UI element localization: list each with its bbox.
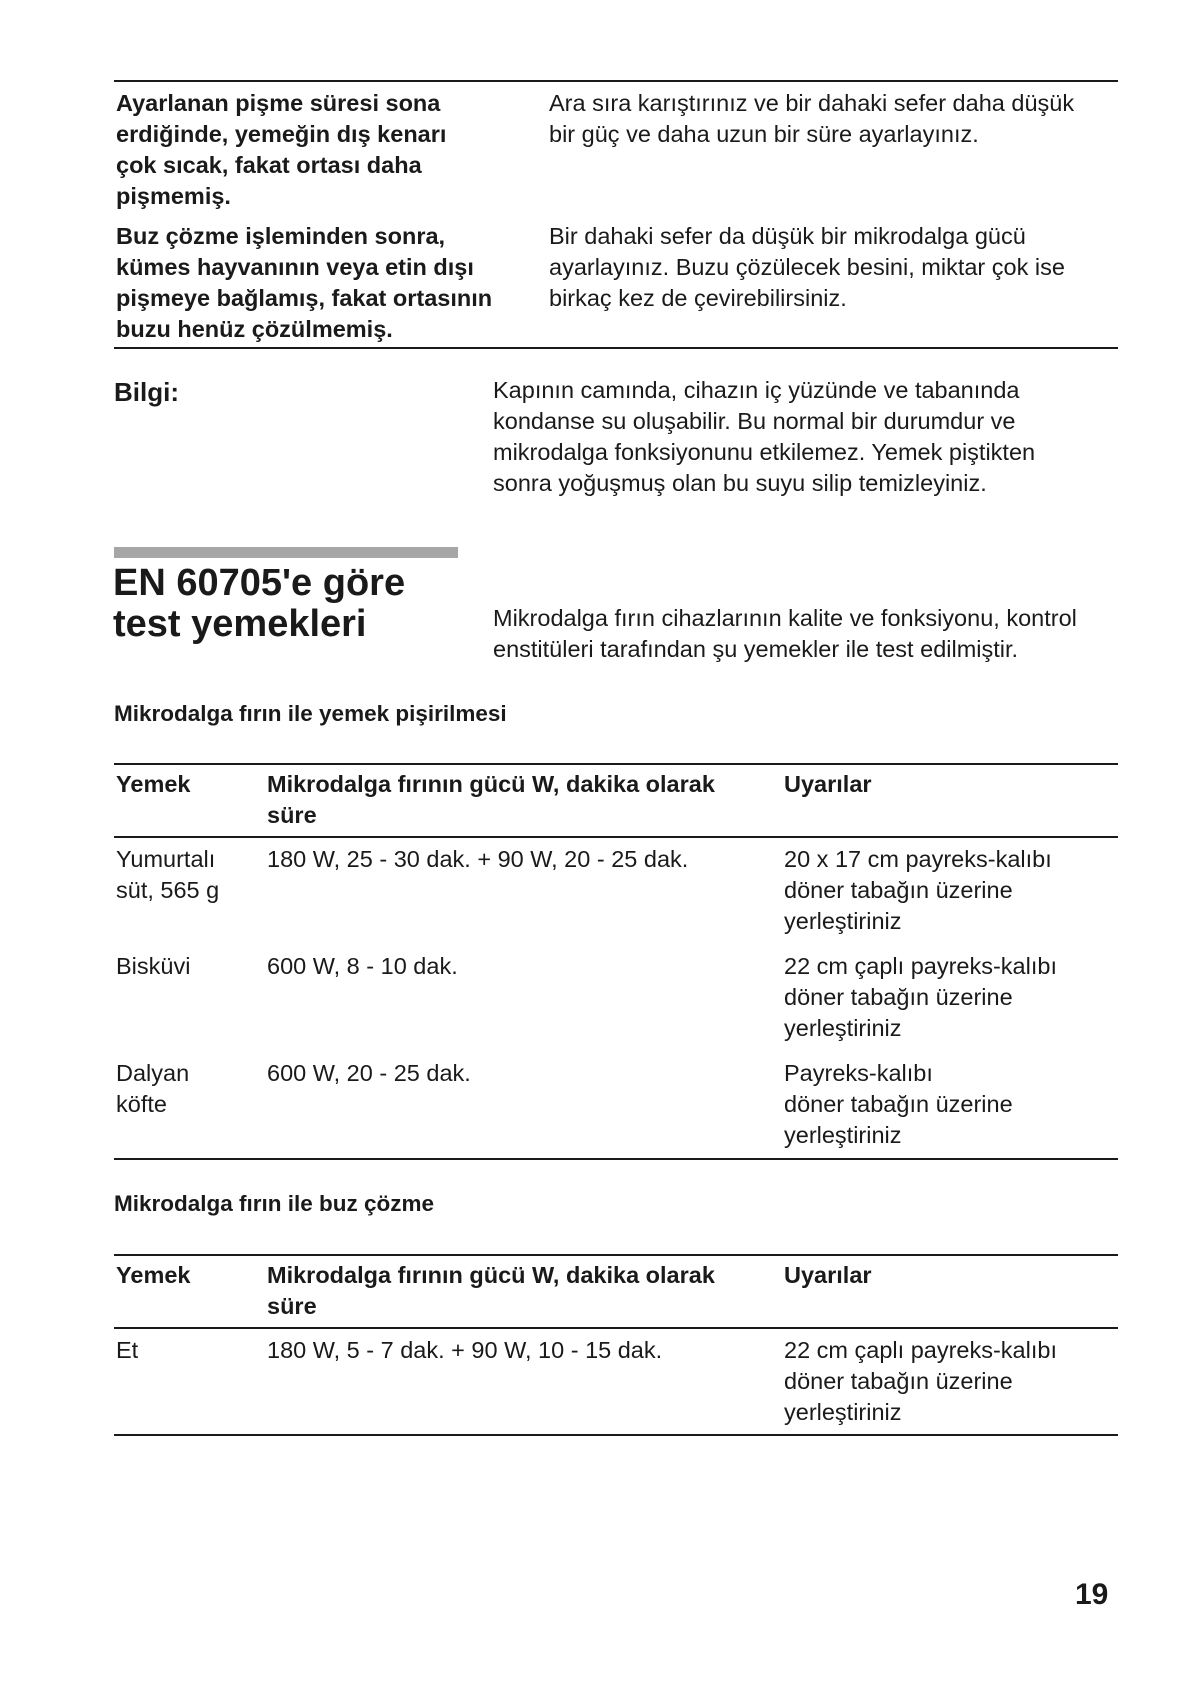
cooking-header-power: Mikrodalga fırının gücü W, dakika olarak süre — [267, 771, 715, 828]
table-row-cell: Payreks-kalıbı döner tabağın üzerine yerleştiriniz — [784, 1060, 1013, 1148]
cooking-header-food: Yemek — [116, 771, 191, 797]
table-row-cell: 600 W, 8 - 10 dak. — [267, 953, 458, 979]
cooking-heading: Mikrodalga fırın ile yemek pişirilmesi — [114, 701, 507, 726]
trouble-solution-1: Ara sıra karıştırınız ve bir dahaki sefer daha düşük bir güç ve daha uzun bir süre ayarlayınız. — [549, 90, 1075, 147]
trouble-solution-2: Bir dahaki sefer da düşük bir mikrodalga gücü ayarlayınız. Buzu çözülecek besini, miktar çok ise birkaç kez de çevirebilirsiniz. — [549, 223, 1065, 311]
page-number: 19 — [1075, 1578, 1109, 1611]
defrost-header-notes: Uyarılar — [784, 1262, 872, 1288]
table-row-cell: Yumurtalı süt, 565 g — [116, 846, 220, 903]
info-text: Kapının camında, cihazın iç yüzünde ve tabanında kondanse su oluşabilir. Bu normal bir durumdur ve mikrodalga fonksiyonunu etkilemez. Yemek piştikten sonra yoğuşmuş olan bu suyu silip temizleyiniz. — [493, 377, 1036, 496]
defrost-table-bottom-rule — [114, 1434, 1118, 1436]
table-row-cell: 20 x 17 cm payreks-kalıbı döner tabağın üzerine yerleştiriniz — [784, 846, 1052, 934]
cooking-header-notes: Uyarılar — [784, 771, 872, 797]
cooking-table-bottom-rule — [114, 1158, 1118, 1160]
defrost-header-rule — [114, 1327, 1118, 1329]
table-row-cell: Bisküvi — [116, 953, 191, 979]
defrost-header-power: Mikrodalga fırının gücü W, dakika olarak süre — [267, 1262, 715, 1319]
section-divider-bar — [114, 547, 458, 558]
trouble-problem-1: Ayarlanan pişme süresi sona erdiğinde, yemeğin dış kenarı çok sıcak, fakat ortası daha pişmemiş. — [116, 90, 447, 209]
trouble-table-top-rule — [114, 80, 1118, 82]
table-row-cell: 600 W, 20 - 25 dak. — [267, 1060, 471, 1086]
info-label: Bilgi: — [114, 377, 179, 407]
defrost-heading: Mikrodalga fırın ile buz çözme — [114, 1191, 435, 1216]
section-intro: Mikrodalga fırın cihazlarının kalite ve fonksiyonu, kontrol enstitüleri tarafından şu yemekler ile test edilmiştir. — [493, 605, 1077, 662]
cooking-header-rule — [114, 836, 1118, 838]
defrost-header-food: Yemek — [116, 1262, 191, 1288]
trouble-table-bottom-rule — [114, 347, 1118, 349]
defrost-table-top-rule — [114, 1254, 1118, 1256]
cooking-table-top-rule — [114, 763, 1118, 765]
table-row-cell: 180 W, 5 - 7 dak. + 90 W, 10 - 15 dak. — [267, 1337, 663, 1363]
section-title: EN 60705'e göre test yemekleri — [113, 562, 406, 645]
table-row-cell: 22 cm çaplı payreks-kalıbı döner tabağın üzerine yerleştiriniz — [784, 1337, 1057, 1425]
table-row-cell: Dalyan köfte — [116, 1060, 190, 1117]
trouble-problem-2: Buz çözme işleminden sonra, kümes hayvanının veya etin dışı pişmeye bağlamış, fakat ortasının buzu henüz çözülmemiş. — [116, 223, 493, 342]
table-row-cell: 180 W, 25 - 30 dak. + 90 W, 20 - 25 dak. — [267, 846, 689, 872]
table-row-cell: Et — [116, 1337, 139, 1363]
table-row-cell: 22 cm çaplı payreks-kalıbı döner tabağın üzerine yerleştiriniz — [784, 953, 1057, 1041]
